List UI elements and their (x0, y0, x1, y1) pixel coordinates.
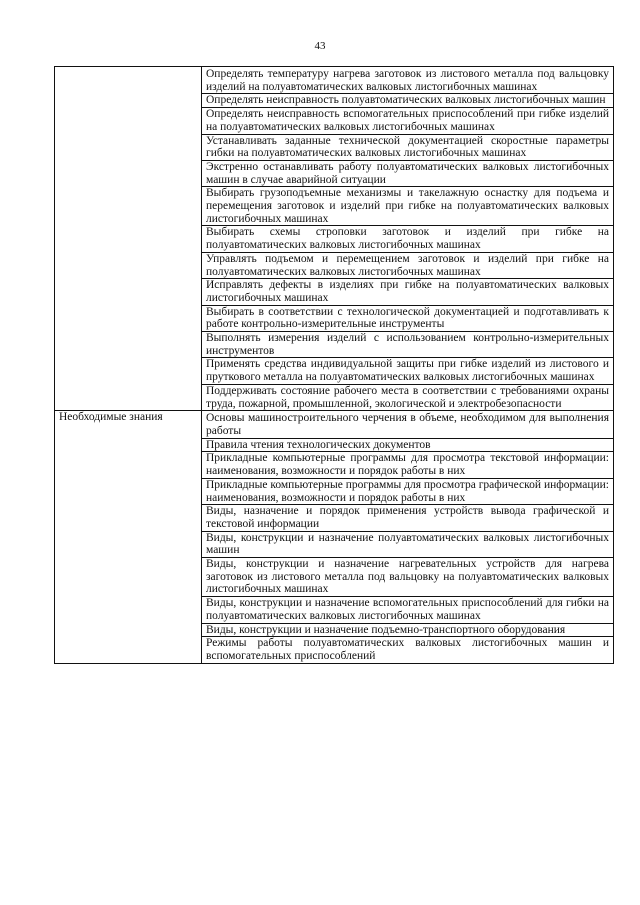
requirements-table-body (55, 67, 614, 664)
requirement-item: Прикладные компьютерные программы для просмотра текстовой информации: наименования, возможности и порядок работы в них (202, 452, 614, 478)
requirement-item: Выбирать схемы строповки заготовок и изделий при гибке на полуавтоматических валковых листогибочных машинах (202, 226, 614, 252)
requirement-item: Виды, конструкции и назначение нагревательных устройств для нагрева заготовок из листового металла под вальцовку на полуавтоматических валковых листогибочных машинах (202, 558, 614, 597)
requirement-item: Определять неисправность полуавтоматических валковых листогибочных машин (202, 94, 614, 108)
requirement-item: Поддерживать состояние рабочего места в соответствии с требованиями охраны труда, пожарной, промышленной, экологической и электробезопасности (202, 384, 614, 410)
requirement-item: Виды, конструкции и назначение подъемно-транспортного оборудования (202, 623, 614, 637)
requirement-item: Виды, назначение и порядок применения устройств вывода графической и текстовой информации (202, 505, 614, 531)
page-number: 43 (314, 40, 326, 52)
requirement-item: Устанавливать заданные технической документацией скоростные параметры гибки на полуавтоматических валковых листогибочных машинах (202, 134, 614, 160)
requirement-item: Виды, конструкции и назначение полуавтоматических валковых листогибочных машин (202, 531, 614, 557)
requirement-item: Применять средства индивидуальной защиты при гибке изделий из листового и пруткового металла на полуавтоматических валковых листогибочных машинах (202, 358, 614, 384)
requirement-item: Виды, конструкции и назначение вспомогательных приспособлений для гибки на полуавтоматических валковых листогибочных машинах (202, 597, 614, 623)
table-row (55, 67, 614, 94)
requirement-item: Экстренно останавливать работу полуавтоматических валковых листогибочных машин в случае аварийной ситуации (202, 160, 614, 186)
requirement-item: Выбирать в соответствии с технологической документацией и подготавливать к работе контрольно-измерительные инструменты (202, 305, 614, 331)
requirements-table (54, 66, 614, 664)
section-label (55, 67, 202, 411)
table-row (55, 411, 614, 438)
requirement-item: Правила чтения технологических документов (202, 438, 614, 452)
requirement-item: Управлять подъемом и перемещением заготовок и изделий при гибке на полуавтоматических валковых листогибочных машинах (202, 252, 614, 278)
requirement-item: Прикладные компьютерные программы для просмотра графической информации: наименования, возможности и порядок работы в них (202, 478, 614, 504)
requirement-item: Выполнять измерения изделий с использованием контрольно-измерительных инструментов (202, 332, 614, 358)
requirement-item: Определять неисправность вспомогательных приспособлений при гибке изделий на полуавтоматических валковых листогибочных машинах (202, 108, 614, 134)
requirement-item: Выбирать грузоподъемные механизмы и такелажную оснастку для подъема и перемещения заготовок и изделий при гибке на полуавтоматических валковых листогибочных машинах (202, 187, 614, 226)
requirement-item: Определять температуру нагрева заготовок из листового металла под вальцовку изделий на полуавтоматических валковых листогибочных машинах (202, 67, 614, 94)
requirement-item: Основы машиностроительного черчения в объеме, необходимом для выполнения работы (202, 411, 614, 438)
requirement-item: Режимы работы полуавтоматических валковых листогибочных машин и вспомогательных приспособлений (202, 637, 614, 663)
requirement-item: Исправлять дефекты в изделиях при гибке на полуавтоматических валковых листогибочных машинах (202, 279, 614, 305)
section-label: Необходимые знания (55, 411, 202, 663)
